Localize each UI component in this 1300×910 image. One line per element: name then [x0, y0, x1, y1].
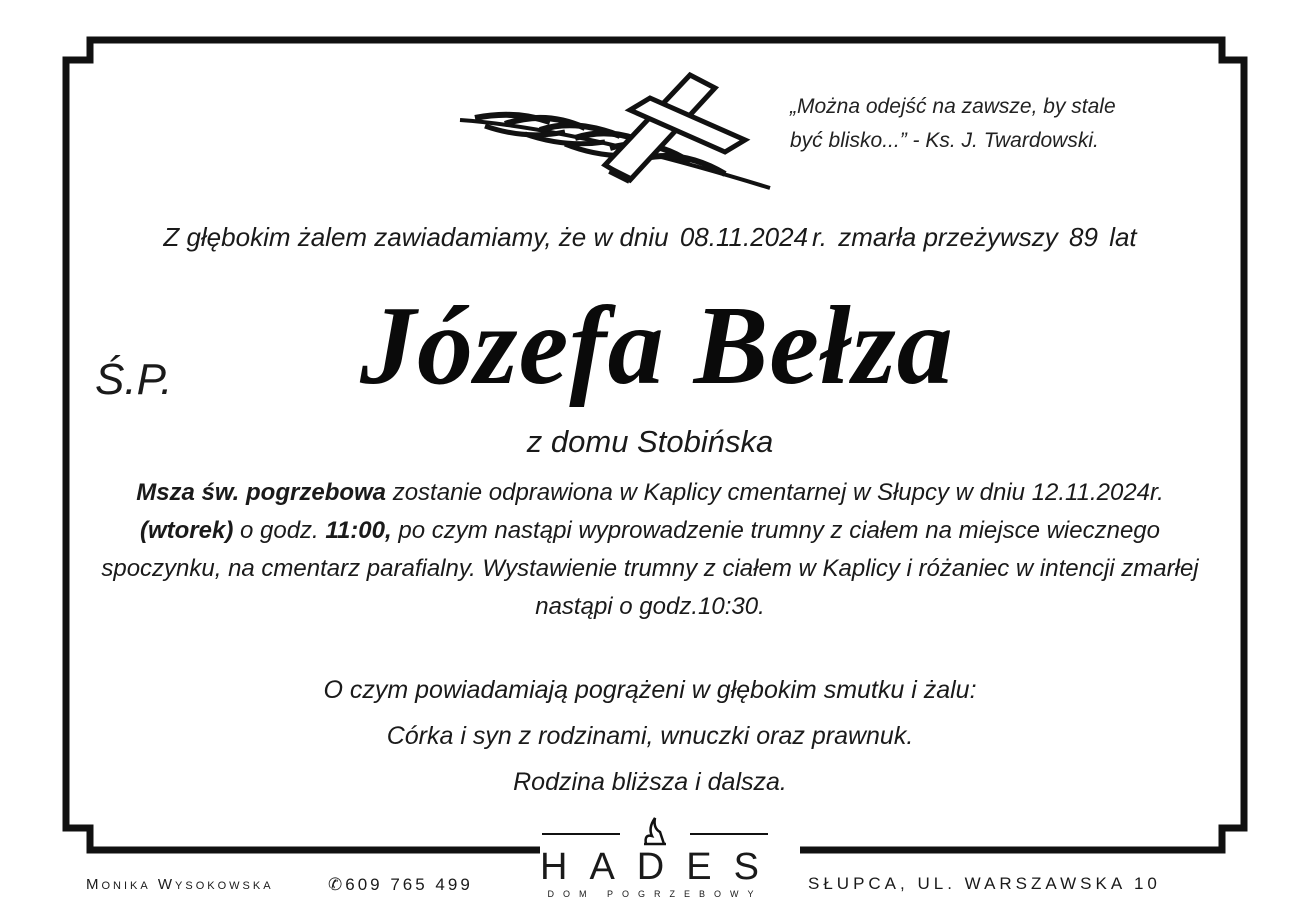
closing-line-2: Córka i syn z rodzinami, wnuczki oraz prawnuk. — [386, 722, 914, 750]
date-suffix: r. — [812, 222, 827, 252]
announcement-line — [0, 222, 1300, 253]
death-date: 08.11.2024 — [679, 222, 809, 252]
closing-line-3: Rodzina bliższa i dalsza. — [513, 768, 787, 796]
mass-time: 11:00, — [325, 517, 392, 544]
quote — [790, 90, 1116, 158]
age-unit: lat — [1109, 222, 1137, 252]
maiden-name: z domu Stobińska — [526, 424, 774, 459]
owner-name: Monika Wysokowska — [86, 876, 274, 893]
phone-number: 609 765 499 — [345, 875, 473, 894]
deceased-name: Józefa Bełza — [360, 284, 954, 408]
hades-logo-icon — [540, 814, 770, 848]
quote-line-2: być blisko...” - Ks. J. Twardowski. — [790, 129, 1099, 152]
brand-subtitle: DOM POGRZEBOWY — [547, 889, 763, 899]
mass-text-3: po czym nastąpi wyprowadzenie trumny z ciałem na miejsce wiecznego spoczynku, na cmentarz parafialny. Wystawienie trumny z ciałem w Kaplicy i różaniec w intencji zmarłej nastąpi o godz.10:30. — [101, 517, 1199, 620]
mass-label: Msza św. pogrzebowa — [136, 479, 387, 506]
mass-text-1: zostanie odprawiona w Kaplicy cmentarnej w Słupcy w dniu 12.11.2024r. — [386, 479, 1164, 506]
cross-with-palm-icon — [455, 70, 785, 195]
address: SŁUPCA, UL. WARSZAWSKA 10 — [808, 874, 1161, 893]
brand-name: HADES — [540, 846, 781, 888]
intro-text: Z głębokim żalem zawiadamiamy, że w dniu — [163, 222, 669, 252]
closing-line-1: O czym powiadamiają pogrążeni w głębokim smutku i żalu: — [323, 676, 977, 704]
phone-icon: ✆ — [328, 875, 346, 894]
funeral-details — [100, 474, 1200, 626]
quote-line-1: „Można odejść na zawsze, by stale — [790, 95, 1116, 118]
sp-prefix: Ś.P. — [95, 355, 173, 404]
phone — [328, 875, 473, 895]
died-text: zmarła przeżywszy — [838, 222, 1058, 252]
mass-text-2: o godz. — [233, 517, 326, 544]
age: 89 — [1069, 222, 1098, 252]
weekday: (wtorek) — [139, 517, 234, 544]
